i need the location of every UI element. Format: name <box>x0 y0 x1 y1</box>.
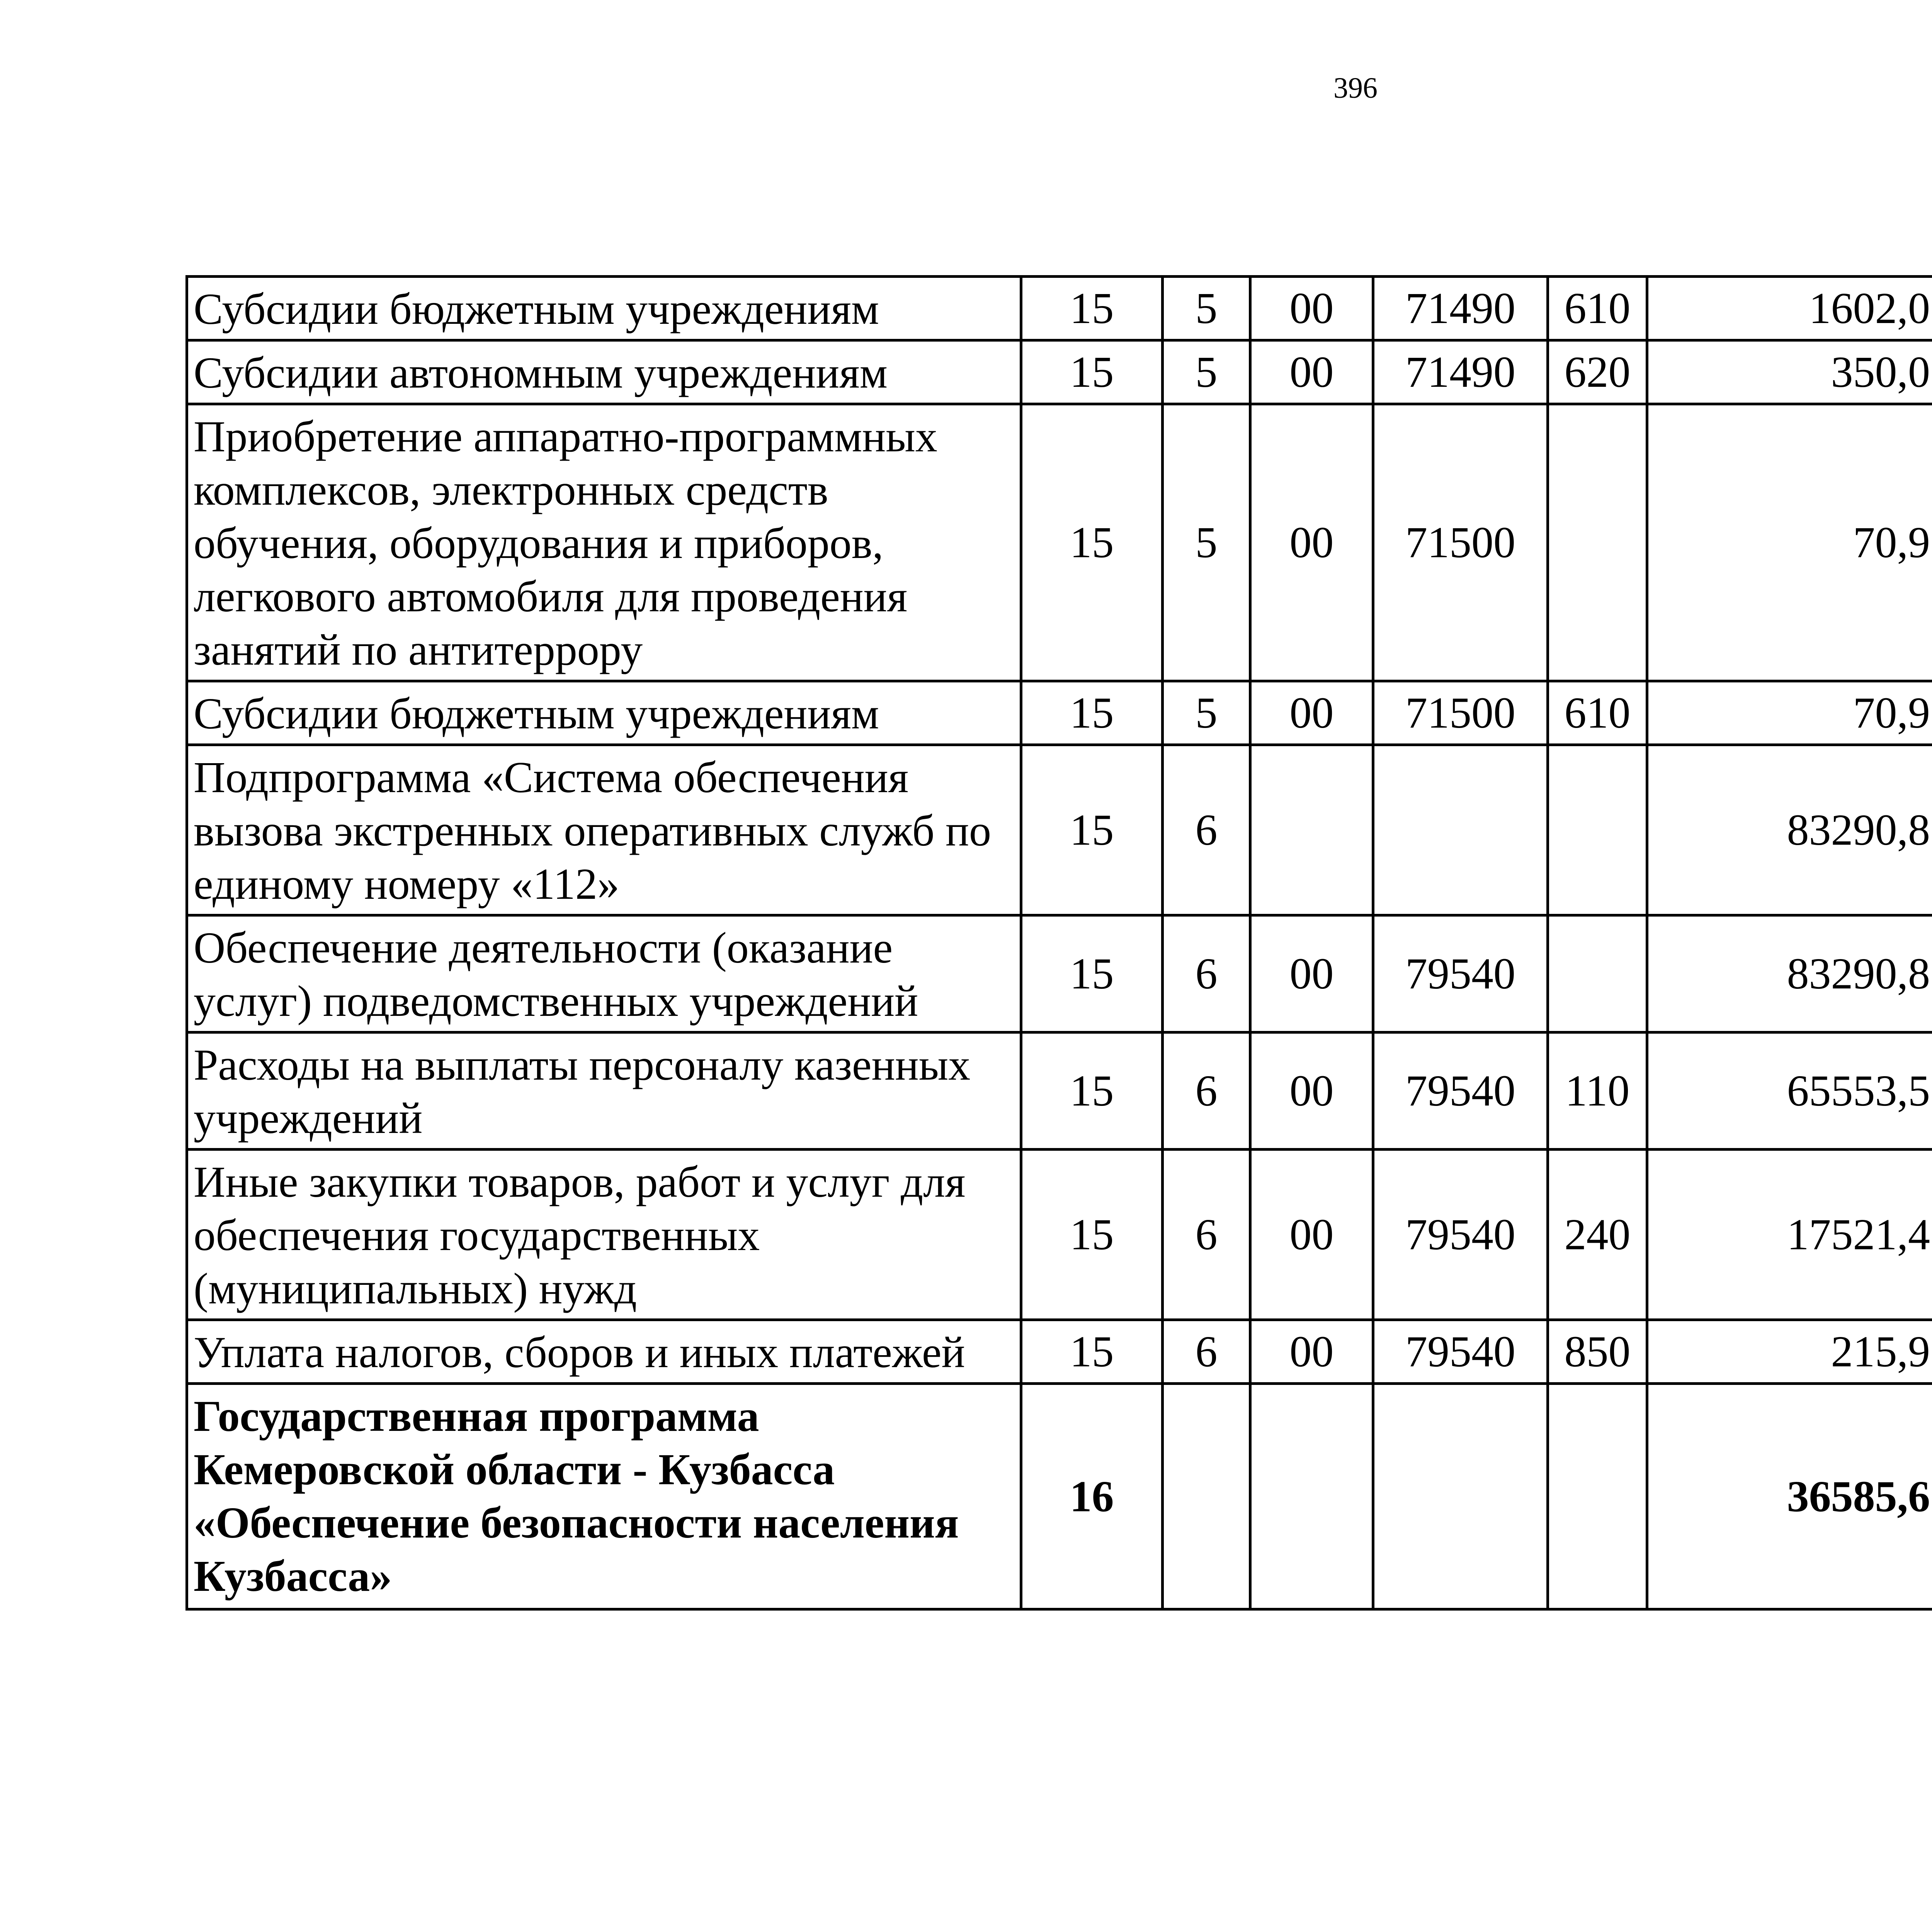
main-event-code: 00 <box>1250 404 1373 681</box>
row-name: Подпрограмма «Система обеспечения вызова экстренных оперативных служб по единому номеру «112» <box>187 745 1021 915</box>
expense-type-code <box>1548 915 1647 1032</box>
subprogram-code: 6 <box>1163 745 1250 915</box>
row-name: Обеспечение деятельности (оказание услуг) подведомственных учреждений <box>187 915 1021 1032</box>
main-event-code: 00 <box>1250 1320 1373 1384</box>
direction-code <box>1373 1384 1548 1609</box>
row-name: Уплата налогов, сборов и иных платежей <box>187 1320 1021 1384</box>
table-row <box>187 1320 1932 1384</box>
table-row <box>187 681 1932 745</box>
row-name: Субсидии бюджетным учреждениям <box>187 681 1021 745</box>
amount-year-1: 65553,5 <box>1647 1032 1932 1150</box>
table-row <box>187 1150 1932 1320</box>
subprogram-code <box>1163 1384 1250 1609</box>
main-event-code: 00 <box>1250 1150 1373 1320</box>
main-event-code: 00 <box>1250 1032 1373 1150</box>
expense-type-code <box>1548 404 1647 681</box>
subprogram-code: 5 <box>1163 404 1250 681</box>
table-row <box>187 745 1932 915</box>
program-code: 16 <box>1021 1384 1163 1609</box>
subprogram-code: 6 <box>1163 915 1250 1032</box>
direction-code: 79540 <box>1373 1032 1548 1150</box>
program-code: 15 <box>1021 915 1163 1032</box>
subprogram-code: 5 <box>1163 681 1250 745</box>
amount-year-1: 36585,6 <box>1647 1384 1932 1609</box>
table-row-program-total <box>187 1384 1932 1609</box>
main-event-code: 00 <box>1250 277 1373 340</box>
table-row <box>187 915 1932 1032</box>
program-code: 15 <box>1021 1320 1163 1384</box>
expense-type-code <box>1548 745 1647 915</box>
table-row <box>187 277 1932 340</box>
expense-type-code: 620 <box>1548 340 1647 404</box>
table-row <box>187 1032 1932 1150</box>
main-event-code: 00 <box>1250 915 1373 1032</box>
table-row <box>187 404 1932 681</box>
program-code: 15 <box>1021 277 1163 340</box>
table-row <box>187 340 1932 404</box>
program-code: 15 <box>1021 745 1163 915</box>
row-name: Государственная программа Кемеровской области - Кузбасса «Обеспечение безопасности населения Кузбасса» <box>187 1384 1021 1609</box>
direction-code: 71490 <box>1373 277 1548 340</box>
direction-code: 71500 <box>1373 404 1548 681</box>
main-event-code: 00 <box>1250 340 1373 404</box>
row-name: Субсидии автономным учреждениям <box>187 340 1021 404</box>
amount-year-1: 215,9 <box>1647 1320 1932 1384</box>
expense-type-code: 610 <box>1548 681 1647 745</box>
program-code: 15 <box>1021 340 1163 404</box>
expense-type-code: 850 <box>1548 1320 1647 1384</box>
program-code: 15 <box>1021 1150 1163 1320</box>
direction-code: 79540 <box>1373 1150 1548 1320</box>
amount-year-1: 83290,8 <box>1647 915 1932 1032</box>
program-code: 15 <box>1021 681 1163 745</box>
program-code: 15 <box>1021 1032 1163 1150</box>
expense-type-code: 110 <box>1548 1032 1647 1150</box>
budget-table <box>185 275 1932 1611</box>
row-name: Субсидии бюджетным учреждениям <box>187 277 1021 340</box>
direction-code: 71500 <box>1373 681 1548 745</box>
amount-year-1: 83290,8 <box>1647 745 1932 915</box>
subprogram-code: 6 <box>1163 1032 1250 1150</box>
amount-year-1: 350,0 <box>1647 340 1932 404</box>
subprogram-code: 6 <box>1163 1150 1250 1320</box>
direction-code <box>1373 745 1548 915</box>
subprogram-code: 6 <box>1163 1320 1250 1384</box>
expense-type-code <box>1548 1384 1647 1609</box>
expense-type-code: 240 <box>1548 1150 1647 1320</box>
row-name: Иные закупки товаров, работ и услуг для обеспечения государственных (муниципальных) нужд <box>187 1150 1021 1320</box>
direction-code: 79540 <box>1373 1320 1548 1384</box>
amount-year-1: 70,9 <box>1647 681 1932 745</box>
row-name: Приобретение аппаратно-программных комплексов, электронных средств обучения, оборудования и приборов, легкового автомобиля для проведения занятий по антитеррору <box>187 404 1021 681</box>
direction-code: 71490 <box>1373 340 1548 404</box>
main-event-code <box>1250 745 1373 915</box>
direction-code: 79540 <box>1373 915 1548 1032</box>
amount-year-1: 1602,0 <box>1647 277 1932 340</box>
row-name: Расходы на выплаты персоналу казенных учреждений <box>187 1032 1021 1150</box>
expense-type-code: 610 <box>1548 277 1647 340</box>
subprogram-code: 5 <box>1163 277 1250 340</box>
amount-year-1: 17521,4 <box>1647 1150 1932 1320</box>
main-event-code: 00 <box>1250 681 1373 745</box>
subprogram-code: 5 <box>1163 340 1250 404</box>
amount-year-1: 70,9 <box>1647 404 1932 681</box>
main-event-code <box>1250 1384 1373 1609</box>
page-number: 396 <box>1333 72 1378 104</box>
program-code: 15 <box>1021 404 1163 681</box>
